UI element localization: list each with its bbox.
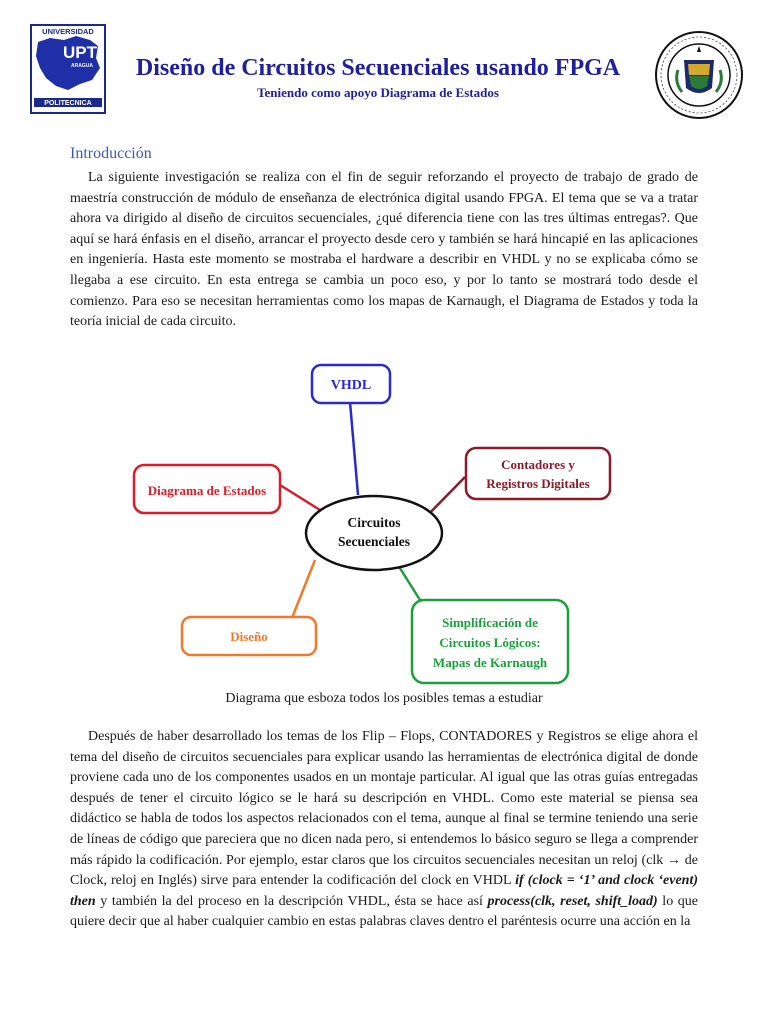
logo-name: UPT [63, 43, 97, 62]
document-subtitle: Teniendo como apoyo Diagrama de Estados [257, 85, 499, 100]
university-logo-upt [30, 24, 106, 114]
intro-paragraph: La siguiente investigación se realiza con el fin de seguir reforzando el proyecto de trabajo de grado de maestría construcción de módulo de enseñanza de electrónica digital usando FPGA. El tema que se va a tratar ahora va dirigido al diseño de circuitos secuenciales, ¿qué diferencia tiene con las tres últimas entregas?. Que aquí se hará énfasis en el diseño, arrancar el proyecto desde cero y también se hará hincapié en las aplicaciones en ingeniería. Hasta este momento se mostraba el hardware a describir en VHDL y no se explicaba cómo se llegaba a ese circuito. En esta entrega se cambia un poco eso, y por lo tanto se mostrará todo desde el comienzo. Para eso se necesitan herramientas como los mapas de Karnaugh, el Diagrama de Estados y toda la teoría inicial de cada circuito. [70, 170, 698, 330]
node-contadores-line2: Registros Digitales [486, 476, 590, 491]
body-text-a: Después de haber desarrollado los temas de los Flip – Flops, CONTADORES y Registros se elige ahora el tema del diseño de circuitos secuenciales para explicar usando las herramientas de electrónica digital de donde proviene cada uno de los componentes usados en un montaje particular. Al igual que las otras guías entregadas después de tener el circuito lógico se le hará su descripción en VHDL. Como este material se piensa sea didáctico se habla de todos los aspectos relacionados con el tema, aunque al final se termine teniendo una serie de líneas de código que pareciera que no dicen nada pero, si entendemos lo básico seguro se llega a comprender más rápido la codificación. Por ejemplo, estar claros que los circuitos secuenciales necesitan un reloj (clk [70, 729, 698, 868]
node-vhdl [312, 365, 390, 403]
node-diagrama-estados [134, 465, 280, 513]
node-simplificacion [412, 600, 568, 683]
node-center-line2: Secuenciales [338, 534, 410, 549]
node-diseno-label: Diseño [230, 629, 268, 644]
node-simplificacion-line1: Simplificación de [442, 615, 538, 630]
section-heading-introduccion: Introducción [70, 145, 152, 162]
logo-top-text: UNIVERSIDAD [42, 27, 94, 36]
body-text-c: y también la del proceso en la descripción VHDL, ésta se hace así [95, 893, 488, 909]
node-contadores [466, 448, 610, 499]
node-contadores-line1: Contadores y [501, 457, 575, 472]
node-diagrama-label: Diagrama de Estados [147, 483, 267, 498]
topics-mindmap [120, 355, 620, 685]
figure-caption: Diagrama que esboza todos los posibles temas a estudiar [225, 691, 543, 706]
connector-diseno [290, 560, 315, 623]
code-clock-condition: if (clock = ‘1’ and clock ‘event) then [70, 873, 699, 909]
body-text-d: lo que quiere decir que al haber cualquier cambio en estas palabras claves dentro el paréntesis ocurre una acción en la [70, 893, 699, 930]
connector-diagrama [280, 485, 320, 510]
node-center-line1: Circuitos [347, 515, 401, 530]
node-center [306, 496, 442, 570]
arrow-icon: → [667, 852, 682, 868]
logo-sub: ARAGUA [71, 63, 93, 69]
university-seal [654, 30, 744, 120]
connector-simplificacion [398, 565, 420, 600]
node-vhdl-label: VHDL [330, 378, 372, 393]
logo-banner: POLITECNICA [44, 100, 92, 107]
body-text-b: de Clock, reloj en Inglés) sirve para entender la codificación del clock en VHDL [70, 852, 698, 889]
body-paragraph [70, 727, 698, 933]
connector-vhdl [350, 402, 358, 495]
node-simplificacion-line3: Mapas de Karnaugh [432, 655, 548, 670]
document-title: Diseño de Circuitos Secuenciales usando FPGA [135, 55, 621, 81]
node-simplificacion-line2: Circuitos Lógicos: [439, 635, 541, 650]
node-diseno [182, 617, 316, 655]
code-process: process(clk, reset, shift_load) [487, 893, 658, 909]
